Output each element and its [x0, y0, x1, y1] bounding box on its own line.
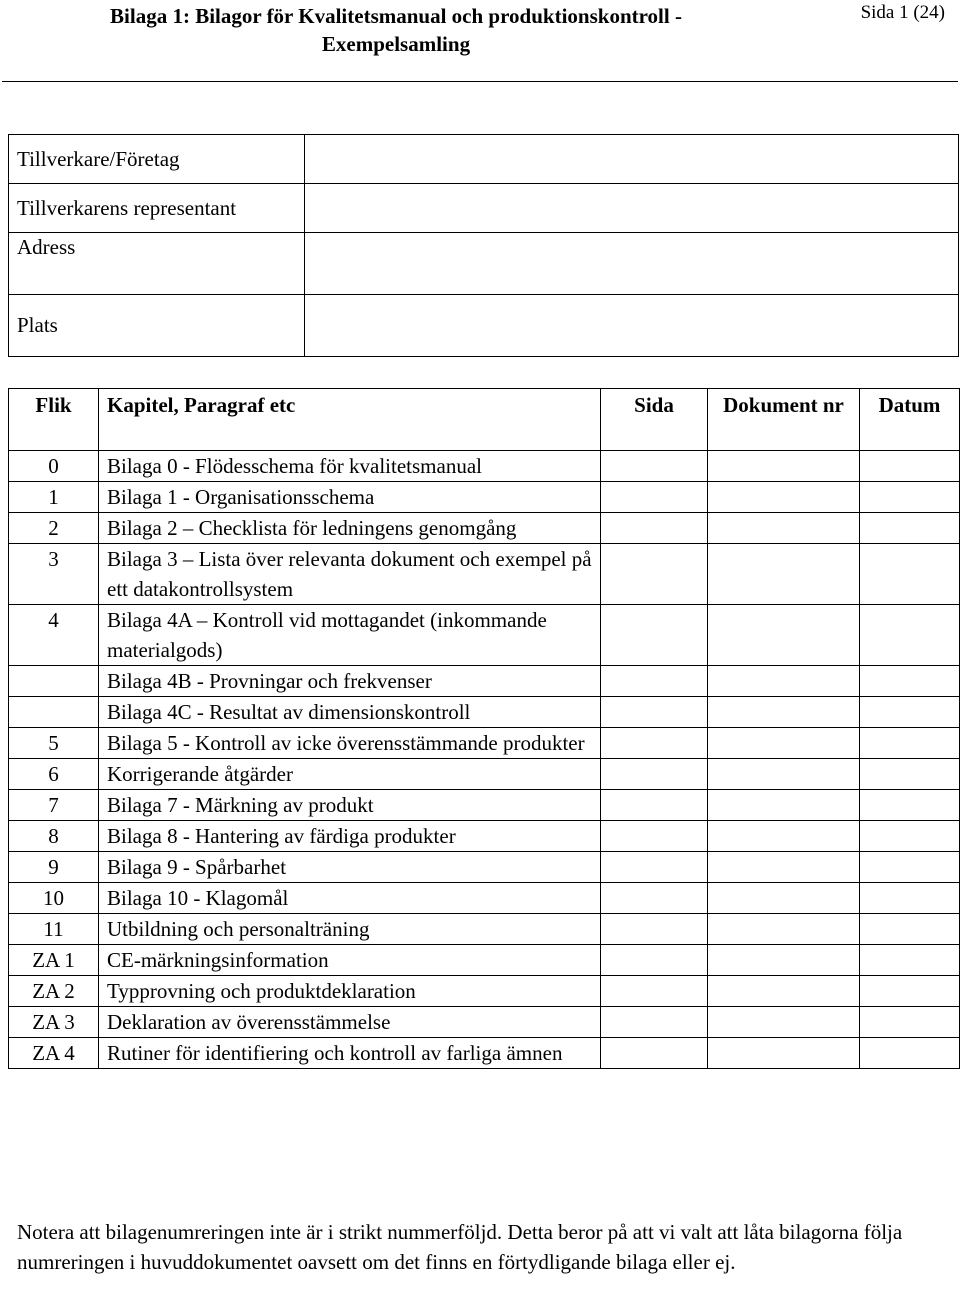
row-flik-cell	[9, 666, 99, 697]
row-sida-cell[interactable]	[601, 513, 708, 544]
row-dokument-cell[interactable]	[708, 914, 860, 945]
row-datum-cell[interactable]	[860, 790, 960, 821]
row-kapitel-cell: Bilaga 1 - Organisationsschema	[99, 482, 601, 513]
row-flik-cell: 9	[9, 852, 99, 883]
document-title	[10, 2, 782, 58]
row-kapitel-cell: Deklaration av överensstämmelse	[99, 1007, 601, 1038]
row-kapitel-cell: Bilaga 7 - Märkning av produkt	[99, 790, 601, 821]
table-row	[9, 605, 960, 666]
info-label: Tillverkarens representant	[9, 184, 305, 233]
row-sida-cell[interactable]	[601, 544, 708, 605]
info-row-address	[9, 233, 959, 295]
row-dokument-cell[interactable]	[708, 451, 860, 482]
table-row	[9, 1007, 960, 1038]
table-row	[9, 482, 960, 513]
row-datum-cell[interactable]	[860, 544, 960, 605]
row-flik-cell: 7	[9, 790, 99, 821]
row-kapitel-cell: Bilaga 0 - Flödesschema för kvalitetsmanual	[99, 451, 601, 482]
row-dokument-cell[interactable]	[708, 605, 860, 666]
manufacturer-info-table	[8, 134, 959, 357]
row-sida-cell[interactable]	[601, 976, 708, 1007]
row-flik-cell: 2	[9, 513, 99, 544]
row-datum-cell[interactable]	[860, 482, 960, 513]
row-dokument-cell[interactable]	[708, 945, 860, 976]
row-dokument-cell[interactable]	[708, 790, 860, 821]
row-flik-cell: 1	[9, 482, 99, 513]
table-row	[9, 544, 960, 605]
row-datum-cell[interactable]	[860, 666, 960, 697]
row-datum-cell[interactable]	[860, 945, 960, 976]
row-kapitel-cell: Bilaga 4A – Kontroll vid mottagandet (inkommande materialgods)	[99, 605, 601, 666]
row-datum-cell[interactable]	[860, 914, 960, 945]
info-label: Tillverkare/Företag	[9, 135, 305, 184]
row-sida-cell[interactable]	[601, 1038, 708, 1069]
row-datum-cell[interactable]	[860, 1038, 960, 1069]
document-title-line-1: Bilaga 1: Bilagor för Kvalitetsmanual och produktionskontroll -	[110, 4, 682, 28]
table-row	[9, 914, 960, 945]
row-kapitel-cell: Bilaga 4C - Resultat av dimensionskontroll	[99, 697, 601, 728]
row-sida-cell[interactable]	[601, 914, 708, 945]
info-value-field[interactable]	[305, 135, 959, 184]
table-row	[9, 728, 960, 759]
row-sida-cell[interactable]	[601, 852, 708, 883]
row-dokument-cell[interactable]	[708, 544, 860, 605]
row-kapitel-cell: Bilaga 2 – Checklista för ledningens genomgång	[99, 513, 601, 544]
row-kapitel-cell: Typprovning och produktdeklaration	[99, 976, 601, 1007]
row-flik-cell: ZA 3	[9, 1007, 99, 1038]
row-flik-cell: 4	[9, 605, 99, 666]
table-row	[9, 513, 960, 544]
document-title-line-2: Exempelsamling	[321, 32, 471, 56]
row-kapitel-cell: Bilaga 4B - Provningar och frekvenser	[99, 666, 601, 697]
row-sida-cell[interactable]	[601, 1007, 708, 1038]
column-header-kapitel: Kapitel, Paragraf etc	[99, 389, 601, 451]
row-datum-cell[interactable]	[860, 728, 960, 759]
table-row	[9, 759, 960, 790]
row-datum-cell[interactable]	[860, 697, 960, 728]
table-row	[9, 451, 960, 482]
row-dokument-cell[interactable]	[708, 697, 860, 728]
column-header-datum: Datum	[860, 389, 960, 451]
row-sida-cell[interactable]	[601, 883, 708, 914]
row-datum-cell[interactable]	[860, 759, 960, 790]
row-dokument-cell[interactable]	[708, 728, 860, 759]
row-flik-cell: ZA 1	[9, 945, 99, 976]
row-sida-cell[interactable]	[601, 451, 708, 482]
footnote: Notera att bilagenumreringen inte är i strikt nummerföljd. Detta beror på att vi valt att låta bilagorna följa numreringen i huvuddokumentet oavsett om det finns en förtydligande bilaga eller ej.	[17, 1220, 903, 1274]
row-flik-cell: 8	[9, 821, 99, 852]
row-flik-cell: 5	[9, 728, 99, 759]
table-row	[9, 883, 960, 914]
column-header-sida: Sida	[601, 389, 708, 451]
row-dokument-cell[interactable]	[708, 513, 860, 544]
column-header-dokument: Dokument nr	[708, 389, 860, 451]
table-row	[9, 1038, 960, 1069]
row-dokument-cell[interactable]	[708, 482, 860, 513]
row-datum-cell[interactable]	[860, 451, 960, 482]
row-datum-cell[interactable]	[860, 976, 960, 1007]
row-kapitel-cell: Bilaga 3 – Lista över relevanta dokument och exempel på ett datakontrollsystem	[99, 544, 601, 605]
row-dokument-cell[interactable]	[708, 852, 860, 883]
row-datum-cell[interactable]	[860, 1007, 960, 1038]
row-sida-cell[interactable]	[601, 605, 708, 666]
row-sida-cell[interactable]	[601, 728, 708, 759]
row-flik-cell: ZA 2	[9, 976, 99, 1007]
row-datum-cell[interactable]	[860, 852, 960, 883]
row-kapitel-cell: CE-märkningsinformation	[99, 945, 601, 976]
row-kapitel-cell: Rutiner för identifiering och kontroll av farliga ämnen	[99, 1038, 601, 1069]
row-flik-cell: 3	[9, 544, 99, 605]
table-row	[9, 852, 960, 883]
row-flik-cell: 6	[9, 759, 99, 790]
appendix-index-table	[8, 388, 960, 1069]
row-sida-cell[interactable]	[601, 666, 708, 697]
row-sida-cell[interactable]	[601, 482, 708, 513]
row-sida-cell[interactable]	[601, 790, 708, 821]
row-flik-cell	[9, 697, 99, 728]
row-sida-cell[interactable]	[601, 821, 708, 852]
row-kapitel-cell: Bilaga 5 - Kontroll av icke överensstämmande produkter	[99, 728, 601, 759]
info-label: Adress	[9, 233, 305, 295]
row-kapitel-cell: Bilaga 9 - Spårbarhet	[99, 852, 601, 883]
info-row-place	[9, 295, 959, 357]
row-dokument-cell[interactable]	[708, 821, 860, 852]
row-kapitel-cell: Utbildning och personalträning	[99, 914, 601, 945]
table-row	[9, 697, 960, 728]
row-sida-cell[interactable]	[601, 759, 708, 790]
table-row	[9, 666, 960, 697]
header-divider	[2, 81, 958, 82]
page-number: Sida 1 (24)	[860, 2, 945, 23]
row-datum-cell[interactable]	[860, 605, 960, 666]
row-datum-cell[interactable]	[860, 883, 960, 914]
row-kapitel-cell: Bilaga 8 - Hantering av färdiga produkter	[99, 821, 601, 852]
row-flik-cell: 11	[9, 914, 99, 945]
table-row	[9, 945, 960, 976]
row-kapitel-cell: Korrigerande åtgärder	[99, 759, 601, 790]
info-value-field[interactable]	[305, 233, 959, 295]
row-flik-cell: ZA 4	[9, 1038, 99, 1069]
table-header-row	[9, 389, 960, 451]
row-flik-cell: 10	[9, 883, 99, 914]
table-row	[9, 976, 960, 1007]
row-sida-cell[interactable]	[601, 945, 708, 976]
info-row-representative	[9, 184, 959, 233]
row-flik-cell: 0	[9, 451, 99, 482]
table-row	[9, 790, 960, 821]
row-dokument-cell[interactable]	[708, 1007, 860, 1038]
info-row-manufacturer	[9, 135, 959, 184]
row-datum-cell[interactable]	[860, 821, 960, 852]
info-label: Plats	[9, 295, 305, 357]
info-value-field[interactable]	[305, 184, 959, 233]
column-header-flik: Flik	[9, 389, 99, 451]
info-value-field[interactable]	[305, 295, 959, 357]
row-sida-cell[interactable]	[601, 697, 708, 728]
row-dokument-cell[interactable]	[708, 759, 860, 790]
row-kapitel-cell: Bilaga 10 - Klagomål	[99, 883, 601, 914]
row-dokument-cell[interactable]	[708, 883, 860, 914]
row-dokument-cell[interactable]	[708, 976, 860, 1007]
row-datum-cell[interactable]	[860, 513, 960, 544]
table-row	[9, 821, 960, 852]
row-dokument-cell[interactable]	[708, 666, 860, 697]
row-dokument-cell[interactable]	[708, 1038, 860, 1069]
